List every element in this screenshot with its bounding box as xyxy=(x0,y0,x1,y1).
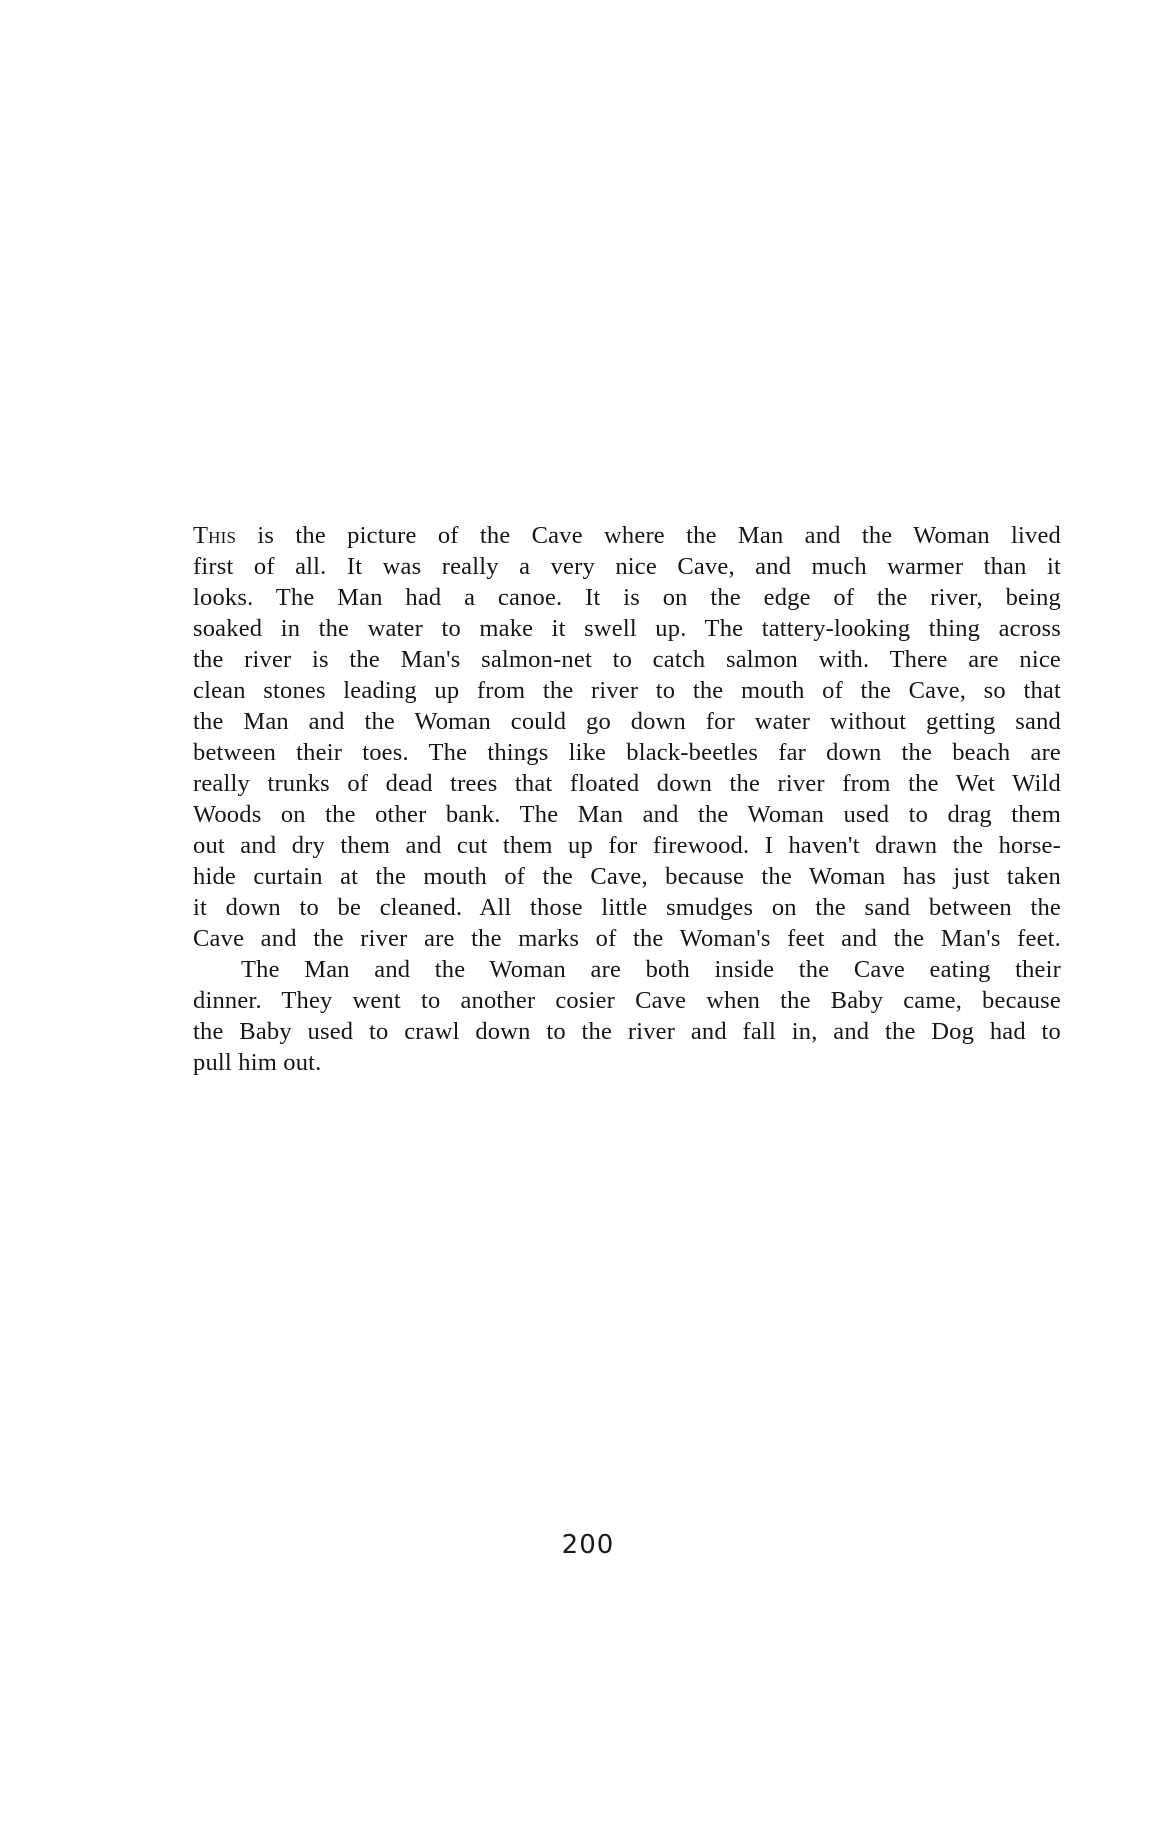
text-line: the Man and the Woman could go down for water without getting sand xyxy=(193,708,1061,735)
text-line: Cave and the river are the marks of the Woman's feet and the Man's feet. xyxy=(193,925,1061,952)
text-line: the Baby used to crawl down to the river and fall in, and the Dog had to xyxy=(193,1018,1061,1045)
text-line: The Man and the Woman are both inside the Cave eating their xyxy=(241,956,1061,983)
caption-text xyxy=(193,520,1061,1078)
page-number: 200 xyxy=(561,1530,615,1560)
text-line: Woods on the other bank. The Man and the Woman used to drag them xyxy=(193,801,1061,828)
text-line: first of all. It was really a very nice Cave, and much warmer than it xyxy=(193,553,1061,580)
text-line: dinner. They went to another cosier Cave when the Baby came, because xyxy=(193,987,1061,1014)
text-line: pull him out. xyxy=(193,1049,322,1076)
text-line xyxy=(193,520,1061,551)
text-line: clean stones leading up from the river to the mouth of the Cave, so that xyxy=(193,677,1061,704)
text-line: hide curtain at the mouth of the Cave, because the Woman has just taken xyxy=(193,863,1061,890)
text-line: looks. The Man had a canoe. It is on the edge of the river, being xyxy=(193,584,1061,611)
drop-word: This xyxy=(193,522,237,549)
text-line: really trunks of dead trees that floated down the river from the Wet Wild xyxy=(193,770,1061,797)
text-line: the river is the Man's salmon-net to catch salmon with. There are nice xyxy=(193,646,1061,673)
text-line: out and dry them and cut them up for firewood. I haven't drawn the horse- xyxy=(193,832,1061,859)
text-line: soaked in the water to make it swell up. The tattery-looking thing across xyxy=(193,615,1061,642)
text-line: between their toes. The things like black-beetles far down the beach are xyxy=(193,739,1061,766)
text-line-content: is the picture of the Cave where the Man and the Woman lived xyxy=(236,522,1061,549)
text-line: it down to be cleaned. All those little smudges on the sand between the xyxy=(193,894,1061,921)
